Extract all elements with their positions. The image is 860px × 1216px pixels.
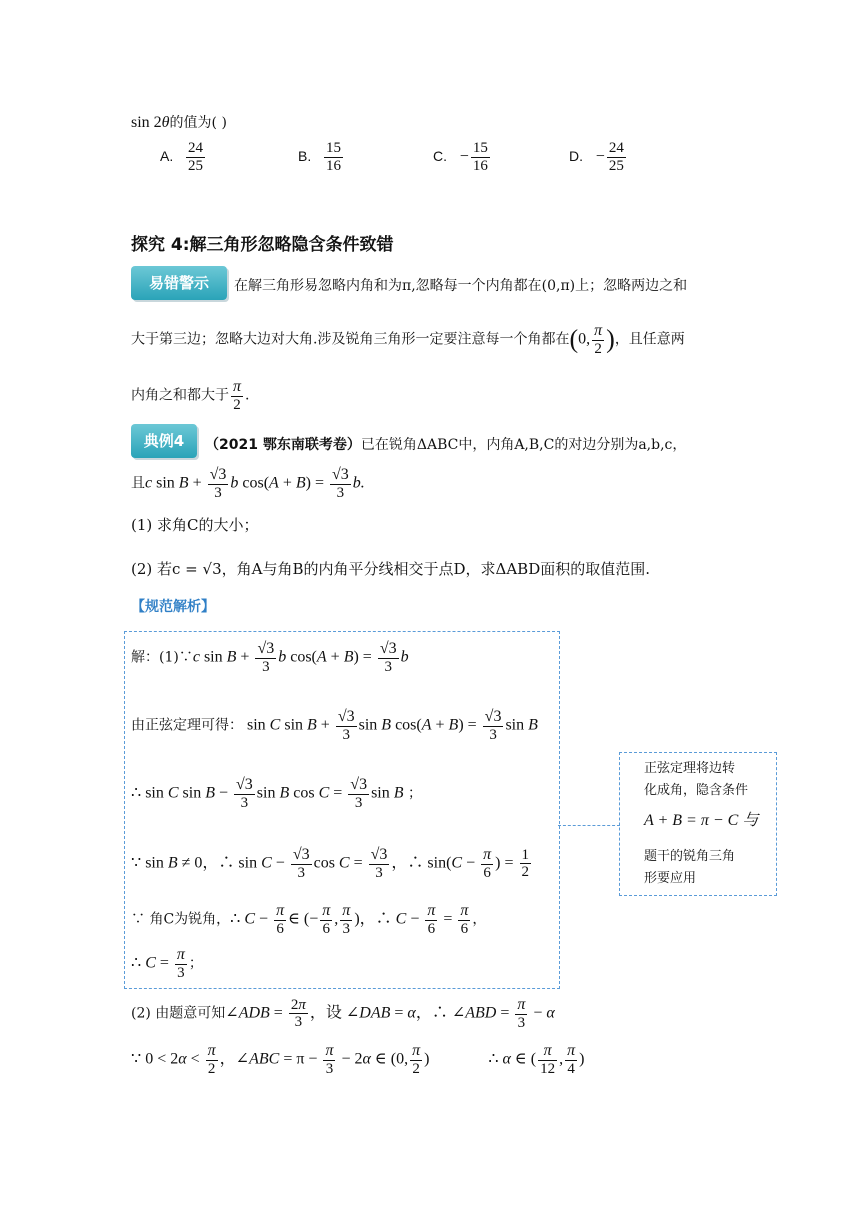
option-fraction: $\frac{15}{16}$ — [326, 140, 342, 174]
question-line: sin 2θ的值为( ) — [131, 114, 227, 131]
solution-line-6: ∴ C = $\frac{\pi}{3}$ ； — [131, 946, 203, 981]
warning-text-line3: 内角之和都大于 $\frac{\pi}{2}$ . — [131, 378, 250, 413]
option-label: D. — [569, 148, 583, 164]
warning-badge: 易错警示 — [131, 266, 227, 300]
warning-text-line2: 大于第三边；忽略大边对大角.涉及锐角三角形一定要注意每一个角都在(0, $\frac{\pi}{2}$ )，且任意两 — [131, 322, 685, 357]
option-b — [298, 140, 345, 174]
option-fraction: $\frac{24}{25}$ — [188, 140, 204, 174]
option-label: C. — [433, 148, 447, 164]
math-sin2theta: sin 2 — [131, 114, 162, 131]
example-statement: 已在锐角ΔABC中，内角A,B,C的对边分别为a,b,c， — [360, 437, 687, 453]
option-c: C. − $\frac{15}{16}$ — [433, 140, 488, 174]
section-title: 探究 4:解三角形忽略隐含条件致错 — [131, 235, 394, 255]
note-line: A + B = π − C 与 — [644, 812, 759, 829]
example-source: （2021 鄂东南联考卷） — [205, 437, 361, 453]
analysis-label: 【规范解析】 — [131, 599, 215, 615]
solution-line-2: 由正弦定理可得： sin C sin B + $\frac{√3}{3}$ sin B cos(A + B) = $\frac{√3}{3}$ sin B — [131, 708, 538, 743]
example-badge: 典例4 — [131, 424, 197, 458]
part2-line-2: ∵ 0 < 2α < $\frac{\pi}{2}$ ，∠ABC = π − $\frac{\pi}{3}$ − 2α ∈ (0, $\frac{\pi}{2}$ ) ∴ α ∈ ( $\frac{\pi}{12}$ , $\frac{\pi}{4}$ ) — [131, 1042, 585, 1077]
option-a — [160, 140, 207, 174]
warning-text-line1: 在解三角形易忽略内角和为π,忽略每一个内角都在(0,π)上；忽略两边之和 — [234, 278, 688, 294]
option-fraction: $\frac{15}{16}$ — [472, 140, 488, 174]
option-label: B. — [298, 148, 312, 164]
option-fraction: $\frac{24}{25}$ — [608, 140, 624, 174]
note-line: 题干的锐角三角 — [644, 849, 736, 864]
solution-line-4: ∵ sin B ≠ 0，∴ sin C − $\frac{√3}{3}$ cos C = $\frac{√3}{3}$ ，∴ sin(C − $\frac{\pi}{6}$ ) = $\frac{1}{2}$ — [131, 846, 529, 881]
solution-line-3: ∴ sin C sin B − $\frac{√3}{3}$ sin B cos C = $\frac{√3}{3}$ sin B ； — [131, 776, 422, 811]
note-line: 化成角，隐含条件 — [644, 783, 749, 798]
note-connector — [558, 825, 620, 826]
question-2: (2) 若c = √3，角A与角B的内角平分线相交于点D，求ΔABD面积的取值范围. — [131, 560, 650, 578]
note-line: 正弦定理将边转 — [644, 761, 736, 776]
solution-line-1: 解：(1)∵c sin B + $\frac{√3}{3}$ b cos(A + B) = $\frac{√3}{3}$ b — [131, 640, 409, 675]
solution-line-5: ∵ 角C为锐角，∴ C − $\frac{\pi}{6}$ ∈ (− $\frac{\pi}{6}$ , $\frac{\pi}{3}$ )，∴ C − $\frac{\pi}{6}$ = $\frac{\pi}{6}$ ， — [131, 902, 487, 937]
example-condition: 且c sin B + $\frac{√3}{3}$ b cos(A + B) = $\frac{√3}{3}$ b. — [131, 466, 365, 501]
option-label: A. — [160, 148, 174, 164]
note-line: 形要应用 — [644, 871, 697, 886]
question-tail: 的值为( ) — [169, 115, 227, 131]
option-d: D. − $\frac{24}{25}$ — [569, 140, 624, 174]
example-text-line1 — [205, 434, 686, 454]
part2-line-1: (2) 由题意可知∠ADB = $\frac{2\pi}{3}$ ，设 ∠DAB = α，∴ ∠ABD = $\frac{\pi}{3}$ − α — [131, 996, 555, 1031]
question-1: (1) 求角C的大小； — [131, 516, 259, 534]
